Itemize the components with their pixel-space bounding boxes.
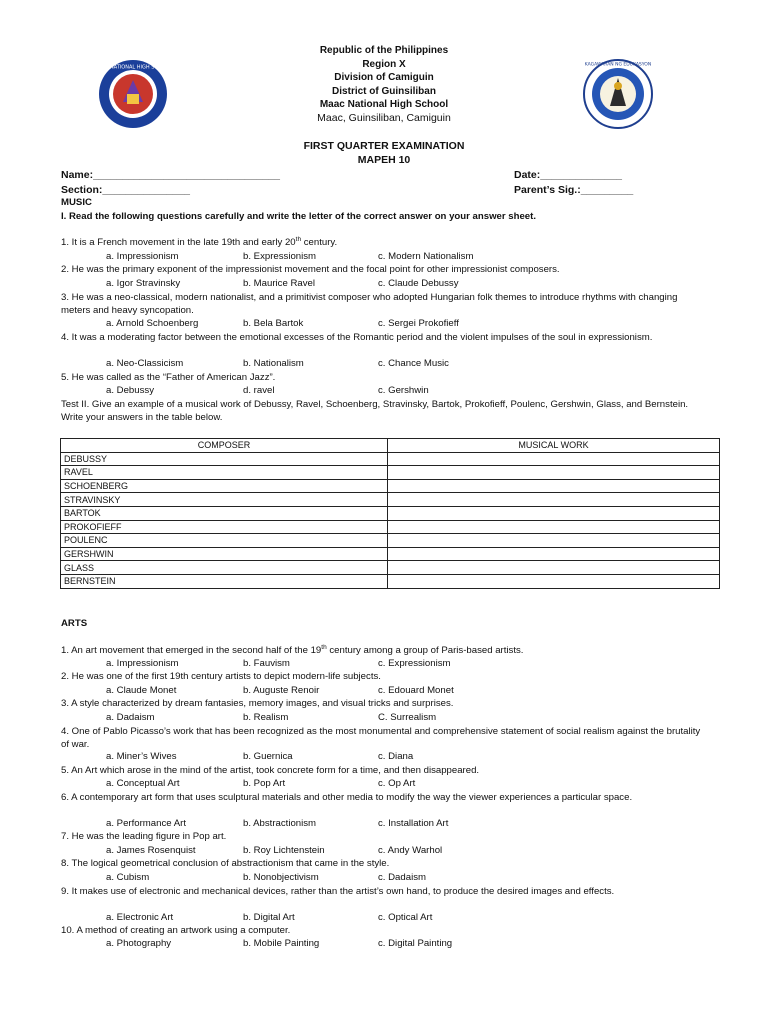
musical-work-header: MUSICAL WORK [388, 439, 720, 453]
table-row [61, 506, 720, 520]
choice-b: b. Mobile Painting [243, 938, 320, 949]
choice-b: b. Expressionism [243, 251, 317, 262]
choice-a: a. Dadaism [106, 712, 155, 723]
choice-a: a. Igor Stravinsky [106, 278, 181, 289]
choice-b: b. Abstractionism [243, 818, 317, 829]
table-row [61, 479, 720, 493]
composer-header: COMPOSER [61, 439, 388, 453]
music-heading: MUSIC [61, 197, 92, 208]
choice-a: a. Miner’s Wives [106, 751, 177, 762]
superscript: th [321, 643, 327, 651]
choice-c: c. Sergei Prokofieff [378, 318, 459, 329]
table-row [61, 452, 720, 466]
question-text: 10. A method of creating an artwork using a computer. [61, 925, 291, 936]
choice-a: a. Impressionism [106, 658, 179, 669]
composer-cell: DEBUSSY [61, 452, 388, 466]
header-line: District of Guinsiliban [332, 85, 436, 97]
superscript: th [295, 235, 302, 243]
choice-c: c. Optical Art [378, 912, 433, 923]
question-text: 4. It was a moderating factor between the emotional excesses of the Romantic period and the violent impulses of the soul in expressionism. [61, 332, 653, 343]
choice-a: a. Cubism [106, 872, 150, 883]
choice-b: b. Fauvism [243, 658, 290, 669]
answer-cell[interactable] [388, 493, 720, 507]
answer-cell[interactable] [388, 574, 720, 588]
composer-cell: BERNSTEIN [61, 574, 388, 588]
answer-cell[interactable] [388, 466, 720, 480]
composer-cell: STRAVINSKY [61, 493, 388, 507]
question-text: 2. He was the primary exponent of the impressionist movement and the focal point for other impressionist composers. [61, 264, 560, 275]
parent-signature-field[interactable]: Parent’s Sig.:_________ [514, 184, 634, 196]
question-text: 8. The logical geometrical conclusion of abstractionism that came in the style. [61, 858, 390, 869]
music-instructions: I. Read the following questions carefully and write the letter of the correct answer on your answer sheet. [61, 211, 536, 222]
choice-b: b. Nationalism [243, 358, 304, 369]
composer-table [60, 438, 720, 589]
answer-cell[interactable] [388, 479, 720, 493]
answer-cell[interactable] [388, 561, 720, 575]
table-row [61, 520, 720, 534]
choice-c: c. Claude Debussy [378, 278, 459, 289]
question-text: 5. He was called as the “Father of American Jazz”. [61, 372, 276, 383]
answer-cell[interactable] [388, 547, 720, 561]
choice-b: b. Auguste Renoir [243, 685, 320, 696]
choice-c: c. Chance Music [378, 358, 449, 369]
choice-a: a. Arnold Schoenberg [106, 318, 199, 329]
choice-a: a. Performance Art [106, 818, 186, 829]
question-text: 6. A contemporary art form that uses sculptural materials and other media to modify the way the viewer experiences a particular space. [61, 792, 633, 803]
header-line: Division of Camiguin [334, 72, 434, 83]
exam-title-line: FIRST QUARTER EXAMINATION [303, 140, 465, 152]
choice-c: c. Modern Nationalism [378, 251, 474, 262]
choice-a: a. Photography [106, 938, 172, 949]
answer-cell[interactable] [388, 520, 720, 534]
choice-b: b. Pop Art [243, 778, 286, 789]
choice-b: b. Realism [243, 712, 289, 723]
header-line: Republic of the Philippines [319, 45, 449, 56]
table-row [61, 493, 720, 507]
composer-cell: SCHOENBERG [61, 479, 388, 493]
answer-cell[interactable] [388, 452, 720, 466]
choice-c: c. Diana [378, 751, 414, 762]
question-text [61, 645, 523, 656]
table-header-row [61, 439, 720, 453]
question-text: 3. A style characterized by dream fantasies, memory images, and visual tricks and surprises. [61, 698, 454, 709]
choice-a: a. Claude Monet [106, 685, 177, 696]
question-text: 3. He was a neo-classical, modern nationalist, and a primitivist composer who adopted Hungarian folk themes to introduce rhythms with changing meters and heavy syncopation. [61, 292, 678, 317]
choice-c: c. Expressionism [378, 658, 451, 669]
answer-cell[interactable] [388, 506, 720, 520]
question-text: 5. An Art which arose in the mind of the artist, took concrete form for a time, and then disappeared. [61, 765, 480, 776]
choice-b: b. Maurice Ravel [243, 278, 315, 289]
school-logo-text: MAAC NATIONAL HIGH SCHOOL [97, 64, 169, 71]
choice-b: b. Nonobjectivism [243, 872, 319, 883]
deped-logo-text: KAGAWARAN NG EDUKASYON [584, 62, 652, 68]
composer-cell: PROKOFIEFF [61, 520, 388, 534]
header-line: Maac National High School [319, 99, 449, 110]
question-text-part: century. [301, 237, 338, 248]
table-row [61, 574, 720, 588]
school-address: Maac, Guinsiliban, Camiguin [317, 111, 451, 124]
question-text: 2. He was one of the first 19th century artists to depict modern-life subjects. [61, 671, 381, 682]
composer-cell: POULENC [61, 534, 388, 548]
date-field[interactable]: Date:______________ [514, 169, 623, 181]
choice-a: a. Electronic Art [106, 912, 174, 923]
composer-cell: GERSHWIN [61, 547, 388, 561]
document-header [0, 44, 768, 125]
choice-a: a. Neo-Classicism [106, 358, 184, 369]
arts-heading: ARTS [61, 618, 88, 629]
test-two-instructions: Test II. Give an example of a musical work of Debussy, Ravel, Schoenberg, Stravinsky, Bartok, Prokofieff, Poulenc, Gershwin, Glass, and Bernstein. Write your answers in the table below. [61, 399, 689, 424]
choice-a: a. James Rosenquist [106, 845, 196, 856]
choice-c: C. Surrealism [378, 712, 437, 723]
composer-cell: RAVEL [61, 466, 388, 480]
table-row [61, 561, 720, 575]
composer-cell: GLASS [61, 561, 388, 575]
choice-a: a. Debussy [106, 385, 154, 396]
composer-cell: BARTOK [61, 506, 388, 520]
choice-b: b. Roy Lichtenstein [243, 845, 325, 856]
choice-c: c. Dadaism [378, 872, 426, 883]
choice-c: c. Op Art [378, 778, 416, 789]
exam-subject: MAPEH 10 [357, 153, 411, 166]
question-text: 9. It makes use of electronic and mechanical devices, rather than the artist’s own hand, to produce the desired images and effects. [61, 886, 615, 897]
question-text-part: 1. An art movement that emerged in the second half of the 19 [61, 645, 322, 656]
question-text-part: 1. It is a French movement in the late 19th and early 20 [61, 237, 296, 248]
question-text [61, 237, 337, 248]
choice-b: b. Digital Art [243, 912, 295, 923]
choice-b: b. Guernica [243, 751, 293, 762]
question-text: 7. He was the leading figure in Pop art. [61, 831, 227, 842]
choice-a: a. Impressionism [106, 251, 179, 262]
table-row [61, 534, 720, 548]
choice-c: c. Installation Art [378, 818, 449, 829]
choice-c: c. Gershwin [378, 385, 429, 396]
exam-title [0, 140, 768, 167]
choice-b: b. Bela Bartok [243, 318, 304, 329]
choice-c: c. Andy Warhol [378, 845, 443, 856]
table-row [61, 547, 720, 561]
name-field[interactable]: Name:________________________________ [61, 169, 280, 181]
section-field[interactable]: Section:_______________ [61, 184, 191, 196]
choice-c: c. Digital Painting [378, 938, 453, 949]
choice-c: c. Edouard Monet [378, 685, 454, 696]
choice-b: d. ravel [243, 385, 275, 396]
question-text-part: century among a group of Paris-based artists. [326, 645, 524, 656]
answer-cell[interactable] [388, 534, 720, 548]
table-row [61, 466, 720, 480]
header-line: Region X [362, 58, 406, 70]
choice-a: a. Conceptual Art [106, 778, 180, 789]
question-text: 4. One of Pablo Picasso’s work that has been recognized as the most monumental and comprehensive statement of social realism against the brutality of war. [61, 726, 701, 751]
